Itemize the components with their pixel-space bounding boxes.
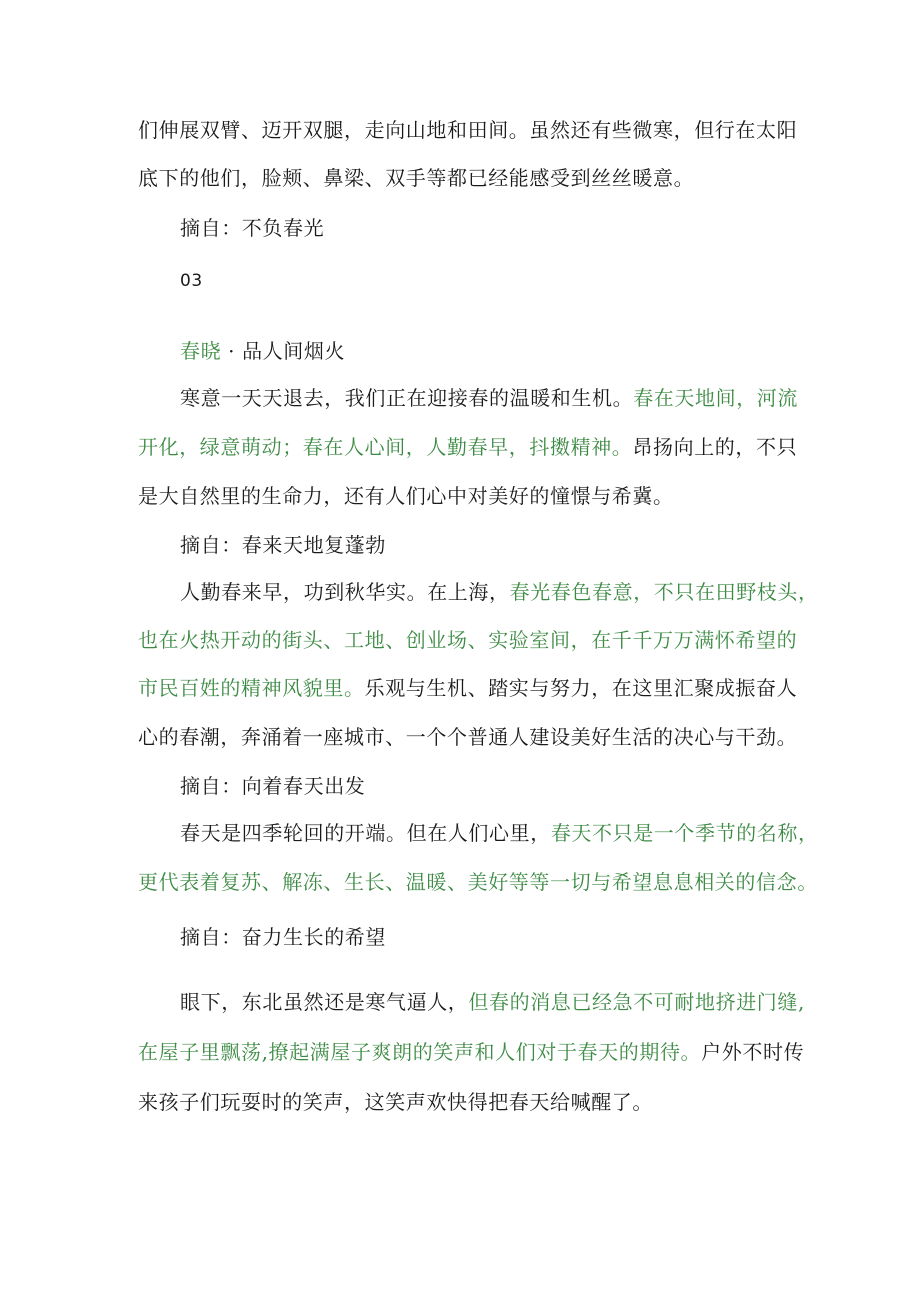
source-note: 摘自：奋力生长的希望 — [180, 925, 386, 949]
section-title-highlight: 春晓 — [180, 339, 222, 363]
highlight-run: 市民百姓的精神风貌里。 — [138, 676, 365, 700]
highlight-run: 春在天地间，河流 — [633, 386, 799, 410]
paragraph-line: 心的春潮，奔涌着一座城市、一个个普通人建设美好生活的决心与干劲。 — [138, 725, 798, 749]
source-note: 摘自：向着春天出发 — [180, 774, 366, 798]
paragraph-line: 来孩子们玩耍时的笑声，这笑声欢快得把春天给喊醒了。 — [138, 1090, 653, 1114]
paragraph-line: 底下的他们，脸颊、鼻梁、双手等都已经能感受到丝丝暖意。 — [138, 166, 695, 190]
source-note: 摘自：春来天地复蓬勃 — [180, 533, 386, 557]
text-run: 户外不时传 — [701, 1040, 805, 1064]
highlight-run: 春天不只是一个季节的名称， — [550, 821, 819, 845]
highlight-run: 春光春色春意，不只在田野枝头， — [509, 580, 819, 604]
paragraph-line: 们伸展双臂、迈开双腿，走向山地和田间。虽然还有些微寒，但行在太阳 — [138, 118, 798, 142]
text-run: 乐观与生机、踏实与努力，在这里汇聚成振奋人 — [364, 676, 798, 700]
paragraph-line — [180, 577, 830, 607]
paragraph-line — [180, 818, 830, 848]
text-run: 昂扬向上的，不只 — [632, 435, 798, 459]
paragraph-line: 更代表着复苏、解冻、生长、温暖、美好等等一切与希望息息相关的信念。 — [138, 870, 818, 894]
paragraph-line — [180, 383, 830, 413]
paragraph-line — [138, 432, 798, 462]
highlight-run: 在屋子里飘荡,撩起满屋子爽朗的笑声和人们对于春天的期待。 — [138, 1040, 702, 1064]
paragraph-line — [138, 1037, 805, 1067]
paragraph-line — [138, 673, 798, 703]
text-run: 寒意一天天退去，我们正在迎接春的温暖和生机。 — [180, 386, 634, 410]
paragraph-line: 是大自然里的生命力，还有人们心中对美好的憧憬与希冀。 — [138, 484, 674, 508]
section-title — [180, 336, 830, 366]
source-note: 摘自：不负春光 — [180, 216, 325, 240]
section-number: 03 — [180, 271, 203, 291]
section-title-rest: · 品人间烟火 — [221, 339, 346, 363]
highlight-run: 但春的消息已经急不可耐地挤进门缝, — [468, 990, 805, 1014]
text-run: 人勤春来早，功到秋华实。在上海， — [180, 580, 510, 604]
text-run: 眼下，东北虽然还是寒气逼人， — [180, 990, 469, 1014]
highlight-run: 开化，绿意萌动；春在人心间，人勤春早，抖擞精神。 — [138, 435, 633, 459]
paragraph-line — [180, 987, 830, 1017]
text-run: 春天是四季轮回的开端。但在人们心里， — [180, 821, 551, 845]
paragraph-line: 也在火热开动的街头、工地、创业场、实验室间，在千千万万满怀希望的 — [138, 628, 798, 652]
